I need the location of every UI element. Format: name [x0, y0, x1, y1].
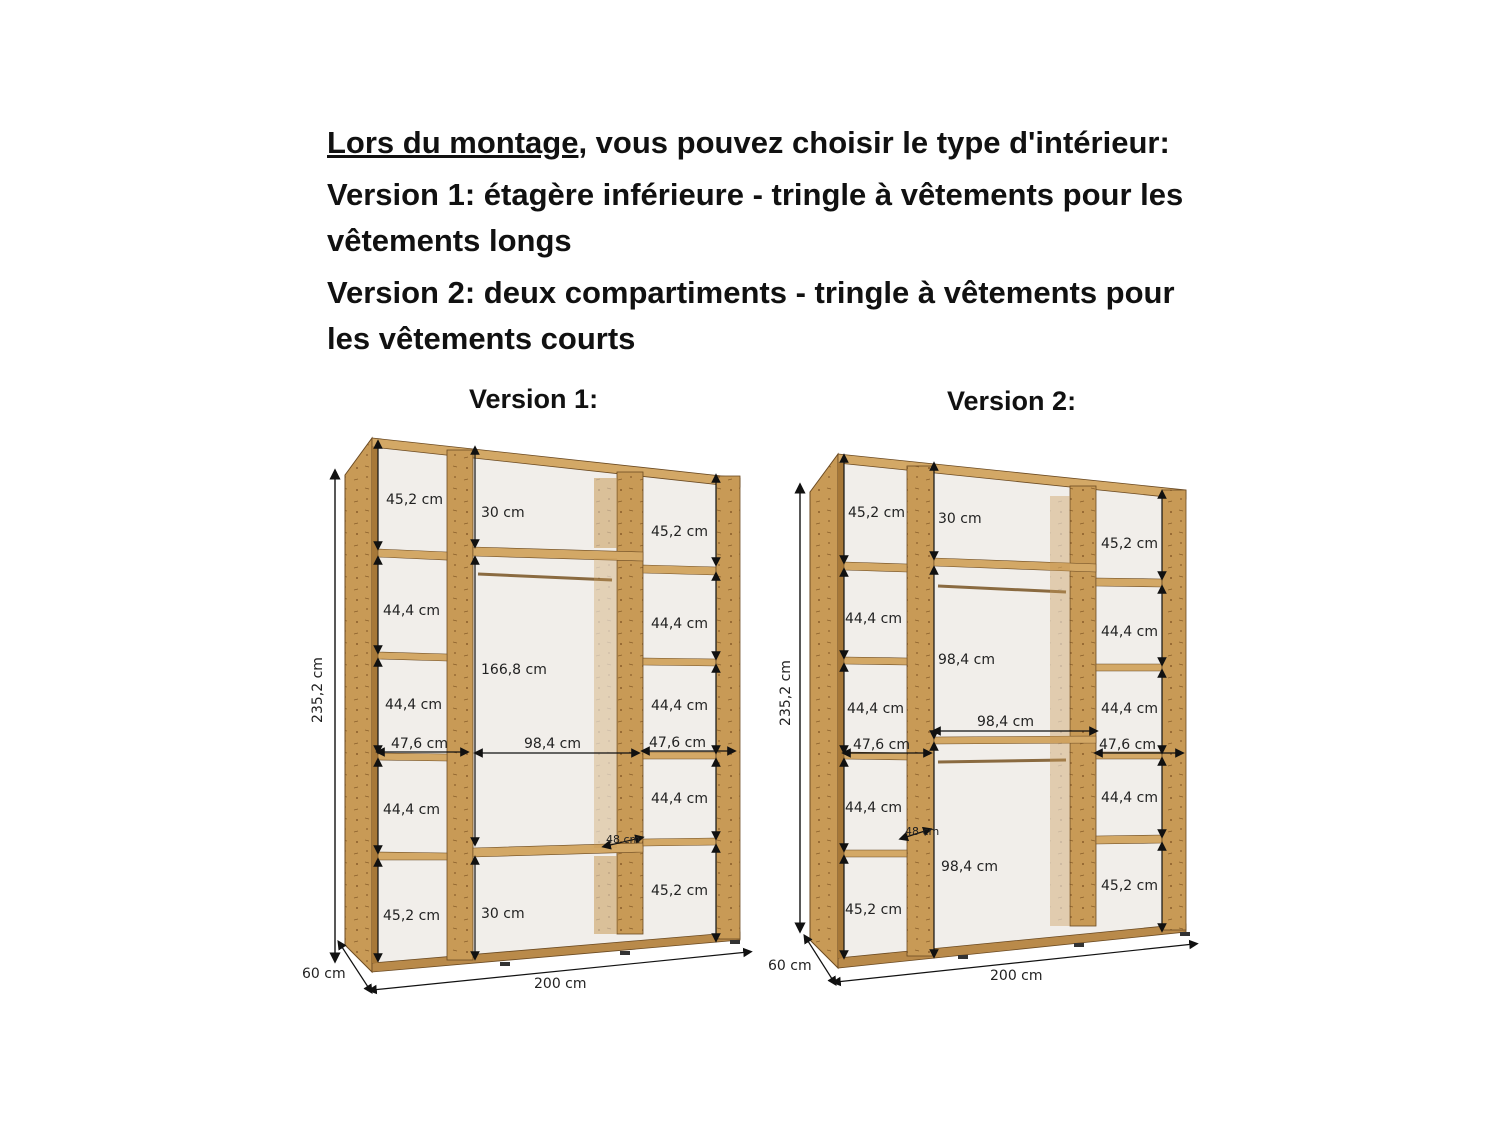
v1-height-label: 235,2 cm — [310, 657, 326, 723]
v1-depth-label: 60 cm — [302, 966, 346, 982]
v2-right-width: 47,6 cm — [1099, 737, 1156, 753]
v1-mid-bottom: 30 cm — [481, 906, 525, 922]
v2-mid-depth: 48 cm — [905, 825, 940, 838]
v1-right-panel — [716, 476, 740, 939]
v2-right-compartment-4: 44,4 cm — [1101, 790, 1158, 806]
v2-depth-label: 60 cm — [768, 958, 812, 974]
v2-mid-top: 30 cm — [938, 511, 982, 527]
v2-side-panel — [810, 454, 838, 968]
v2-right-panel — [1162, 490, 1186, 930]
v2-mid-upper: 98,4 cm — [938, 652, 995, 668]
v2-right-compartment-3: 44,4 cm — [1101, 701, 1158, 717]
v1-side-panel — [345, 438, 372, 972]
v1-divider-left — [447, 450, 473, 960]
v2-left-width: 47,6 cm — [853, 737, 910, 753]
version-2-title: Version 2: — [947, 386, 1077, 416]
v1-left-compartment-5: 45,2 cm — [383, 908, 440, 924]
intro-version-2: Version 2: deux compartiments - tringle à vêtements pour les vêtements courts — [327, 275, 1175, 356]
v1-right-compartment-5: 45,2 cm — [651, 883, 708, 899]
v2-mid-lower: 98,4 cm — [941, 859, 998, 875]
v2-right-compartment-5: 45,2 cm — [1101, 878, 1158, 894]
v1-right-compartment-2: 44,4 cm — [651, 616, 708, 632]
v2-right-compartment-2: 44,4 cm — [1101, 624, 1158, 640]
v1-mid-top: 30 cm — [481, 505, 525, 521]
v2-left-compartment-4: 44,4 cm — [845, 800, 902, 816]
v2-height-label: 235,2 cm — [778, 660, 794, 726]
v1-width-label: 200 cm — [534, 976, 587, 992]
version-1-title: Version 1: — [469, 384, 599, 414]
v1-left-width: 47,6 cm — [391, 736, 448, 752]
v1-mid-hang: 166,8 cm — [481, 662, 547, 678]
v1-right-compartment-3: 44,4 cm — [651, 698, 708, 714]
v1-mid-depth: 48 cm — [606, 833, 641, 846]
v1-right-width: 47,6 cm — [649, 735, 706, 751]
v2-divider-right — [1070, 486, 1096, 926]
v1-left-compartment-2: 44,4 cm — [383, 603, 440, 619]
v2-left-compartment-2: 44,4 cm — [845, 611, 902, 627]
intro-line-1-rest: , vous pouvez choisir le type d'intérieur: — [578, 125, 1170, 160]
intro-version-1: Version 1: étagère inférieure - tringle à vêtements pour les vêtements longs — [327, 177, 1184, 258]
v1-left-compartment-1: 45,2 cm — [386, 492, 443, 508]
v2-left-compartment-1: 45,2 cm — [848, 505, 905, 521]
v2-left-compartment-5: 45,2 cm — [845, 902, 902, 918]
v1-right-compartment-1: 45,2 cm — [651, 524, 708, 540]
v1-divider-right — [617, 472, 643, 934]
v1-mid-width: 98,4 cm — [524, 736, 581, 752]
v2-right-compartment-1: 45,2 cm — [1101, 536, 1158, 552]
v2-width-label: 200 cm — [990, 968, 1043, 984]
v1-left-compartment-4: 44,4 cm — [383, 802, 440, 818]
v1-left-compartment-3: 44,4 cm — [385, 697, 442, 713]
wardrobe-version-1 — [302, 438, 748, 992]
wardrobe-version-2 — [768, 454, 1194, 984]
v2-divider-left — [907, 466, 934, 956]
v2-lower-rail — [938, 760, 1066, 762]
v1-right-compartment-4: 44,4 cm — [651, 791, 708, 807]
v2-left-compartment-3: 44,4 cm — [847, 701, 904, 717]
intro-underlined: Lors du montage — [327, 125, 579, 160]
v2-mid-width: 98,4 cm — [977, 714, 1034, 730]
